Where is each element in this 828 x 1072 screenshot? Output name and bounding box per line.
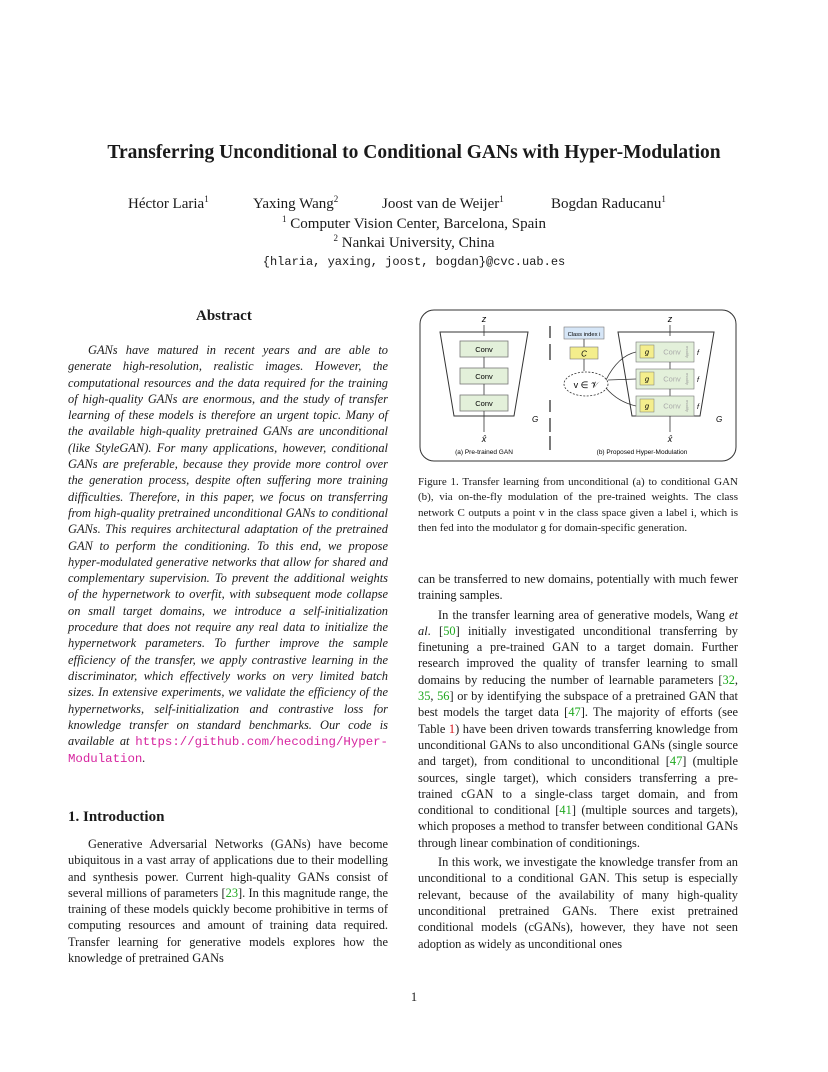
abstract-body: GANs have matured in recent years and are able to generate high-resolution, realistic images. However, the computational resources and the data required for the training of high-quality GANs are enormous, and the study of transfer learning of these models is therefore an urgent topic. Many of the available high-quality pretrained GANs are unconditional (like StyleGAN). For many applications, however, conditional GANs are preferable, because they provide more control over the generation process, despite often suffering more training difficulties. Therefore, in this paper, we focus on transferring from high-quality pretrained unconditional GANs to conditional GANs. This requires architectural adaptation of the pretrained GAN to perform the conditioning. To this end, we propose hyper-modulated generative networks that allow for shared and complementary supervision. To prevent the additional weights of the hypernetwork to overfit, with subsequent mode collapse on small target domains, we introduce a self-initialization procedure that does not require any real data to initialize the hypernetwork parameters. To further improve the sample efficiency of the transfer, we apply contrastive learning in the discriminator, which effectively works on very limited batch sizes. In extensive experiments, we validate the efficiency of the hypernetworks, self-initialization and contrastive loss for knowledge transfer on standard benchmarks. Our code is available at https://github.com/hecoding/Hyper-Modulation.	[68, 343, 388, 767]
text-run: ,	[734, 672, 738, 687]
svg-text:f: f	[697, 350, 699, 357]
subfigure-b-label: (b) Proposed Hyper-Modulation	[596, 449, 688, 456]
author-3: Joost van de Weijer$^1$	[382, 194, 504, 212]
text-run: ] initially investigated unconditional transferring by finetuning a pre-trained GAN to a target domain. Further research improved the quality of transfer learning to small domains by reducing the number of learnable parameters [	[418, 623, 739, 687]
svg-text:Conv: Conv	[663, 347, 681, 357]
text-run: ) have been driven towards transferring knowledge from unconditional GANs to also unconditional GANs (single source and target), from conditional to unconditional [	[418, 721, 738, 769]
citation-link[interactable]: 47	[669, 754, 683, 769]
author-list	[0, 194, 828, 214]
text-run: ,	[430, 689, 438, 704]
citation-link[interactable]: 35	[418, 689, 431, 704]
text-run: ] or by identifying the subspace of a pretrained GAN that best models the target data [	[418, 689, 738, 720]
svg-text:modify: modify	[685, 346, 690, 358]
subfigure-a-label: (a) Pre-trained GAN	[455, 449, 513, 456]
text-run: In the transfer learning area of generative models, Wang	[438, 607, 730, 622]
figure-1	[418, 308, 738, 463]
xhat-left-label: x̂	[481, 434, 487, 444]
right-paragraph-2: In this work, we investigate the knowledge transfer from an unconditional to a conditional GAN. This setup is especially relevant, because of the availability of many high-quality unconditional pretrained GANs. There exist pretrained conditional models (cGANs), however, they have not seen adoption as widely as unconditional ones	[418, 855, 738, 951]
text-run: ] (multiple sources and targets), which proposes a method to transfer between conditional GANs through linear combination of conditionings.	[418, 803, 738, 850]
introduction-heading: 1. Introduction	[68, 809, 165, 825]
intro-paragraph-1	[68, 836, 388, 966]
text-run: ] (multiple sources, single target), which considers transferring a pre-trained cGAN to a single-class target domain, and from conditional to conditional [	[418, 754, 738, 818]
affiliation-2: $^2$ Nankai University, China	[333, 233, 495, 251]
introduction-body	[68, 836, 388, 966]
G-left-label: G	[532, 415, 539, 424]
G-right-label: G	[716, 415, 723, 424]
page-number: 1	[410, 990, 418, 1004]
svg-text:Conv: Conv	[475, 399, 493, 408]
svg-text:Conv: Conv	[663, 401, 681, 411]
code-link[interactable]: https://github.com/hecoding/Hyper-Modulation	[68, 735, 388, 767]
affiliation-1: $^1$ Computer Vision Center, Barcelona, Spain	[282, 214, 546, 232]
citation-link[interactable]: 23	[225, 885, 239, 900]
paper-title: Transferring Unconditional to Conditional GANs with Hyper-Modulation	[107, 142, 721, 163]
text-run: et al	[418, 607, 738, 638]
hyper-mod-block-3	[636, 396, 700, 416]
hyper-mod-block-2	[636, 369, 700, 389]
right-paragraph-0: can be transferred to new domains, potentially with much fewer training samples.	[418, 572, 738, 603]
author-4: Bogdan Raducanu$^1$	[551, 194, 666, 212]
svg-text:Conv: Conv	[475, 372, 493, 381]
svg-text:modify: modify	[685, 373, 690, 385]
right-column-body	[418, 571, 738, 952]
citation-link[interactable]: 41	[559, 803, 572, 818]
xhat-right-label: x̂	[667, 434, 673, 444]
author-email: {hlaria, yaxing, joost, bogdan}@cvc.uab.es	[262, 255, 566, 269]
svg-text:modify: modify	[685, 400, 690, 412]
svg-text:f: f	[697, 404, 699, 411]
abstract-heading: Abstract	[196, 308, 252, 324]
svg-text:g: g	[644, 401, 650, 411]
svg-text:Conv: Conv	[475, 345, 493, 354]
svg-text:f: f	[697, 377, 699, 384]
class-space-label: v ∈ 𝒱	[573, 380, 599, 390]
text-run: ]. In this magnitude range, the training of these models quickly become prohibitive in terms of computing resources and amount of training data required. Transfer learning for generative models explores how the knowledge of pretrained GANs	[68, 885, 388, 966]
author-1: Héctor Laria$^1$	[128, 194, 209, 212]
hyper-mod-block-1	[636, 342, 700, 362]
svg-text:C: C	[581, 349, 587, 359]
text-run: Generative Adversarial Networks (GANs) have become ubiquitous in a vast array of applications due to their modelling and synthesis power. Current high-quality GANs consist of several millions of parameters [	[68, 837, 388, 900]
z-left-label: z	[481, 314, 487, 324]
citation-link[interactable]: 50	[443, 623, 456, 638]
svg-text:Class index i: Class index i	[567, 332, 601, 338]
svg-text:Conv: Conv	[663, 374, 681, 384]
text-run: . [	[427, 623, 444, 638]
text-run: ]. The majority of efforts (see Table	[418, 705, 738, 736]
author-2: Yaxing Wang$^2$	[253, 194, 339, 212]
svg-text:g: g	[644, 374, 650, 384]
table-ref-link[interactable]: 1	[448, 721, 456, 736]
citation-link[interactable]: 56	[437, 689, 450, 704]
svg-text:g: g	[644, 347, 650, 357]
citation-link[interactable]: 47	[568, 705, 581, 720]
right-paragraph-1	[418, 607, 738, 851]
figure-caption: Figure 1. Transfer learning from unconditional (a) to conditional GAN (b), via on-the-fly modulation of the pre-trained weights. The class network C outputs a point v in the class space given a label i, which is then fed into the modulator g for domain-specific generation.	[418, 476, 738, 535]
citation-link[interactable]: 32	[722, 672, 735, 687]
z-right-label: z	[667, 314, 673, 324]
